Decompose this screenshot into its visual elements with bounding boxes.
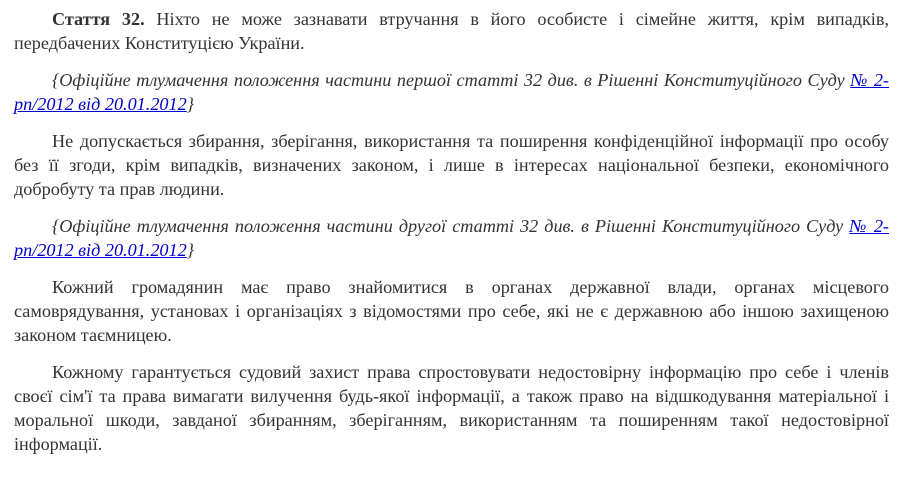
note-open-brace: { — [52, 70, 60, 90]
note-close-brace: } — [186, 94, 194, 114]
note-text: Офіційне тлумачення положення частини першої статті 32 див. в Рішенні Конституційного Суду — [59, 70, 851, 90]
article-text: Ніхто не може зазнавати втручання в його особисте і сімейне життя, крім випадків, передбачених Конституцією України. — [14, 9, 889, 53]
court-decision-link[interactable]: № 2-рп/2012 від 20.01.2012 — [14, 216, 889, 260]
court-decision-link[interactable]: № 2-рп/2012 від 20.01.2012 — [14, 70, 889, 114]
paragraph-confidential-info: Не допускається збирання, зберігання, використання та поширення конфіденційної інформації про особу без її згоди, крім випадків, визначених законом, і лише в інтересах національної безпеки, економічного добробуту та прав людини. — [14, 131, 889, 199]
note-close-brace: } — [186, 240, 194, 260]
note-text: Офіційне тлумачення положення частини другої статті 32 див. в Рішенні Конституційного Суду — [59, 216, 850, 236]
note-open-brace: { — [52, 216, 60, 236]
interpretation-note-part-1 — [14, 68, 889, 116]
article-32-paragraph — [14, 7, 889, 55]
paragraph-judicial-protection: Кожному гарантується судовий захист права спростовувати недостовірну інформацію про себе і членів своєї сім'ї та права вимагати вилучення будь-якої інформації, а також право на відшкодування матеріальної і моральної шкоди, завданої збиранням, зберіганням, використанням та поширенням такої недостовірної інформації. — [14, 362, 889, 454]
interpretation-note-part-2 — [14, 214, 889, 262]
article-heading: Стаття 32. — [52, 9, 145, 29]
paragraph-right-to-know: Кожний громадянин має право знайомитися в органах державної влади, органах місцевого самоврядування, установах і організаціях з відомостями про себе, які не є державною або іншою захищеною законом таємницею. — [14, 277, 889, 345]
